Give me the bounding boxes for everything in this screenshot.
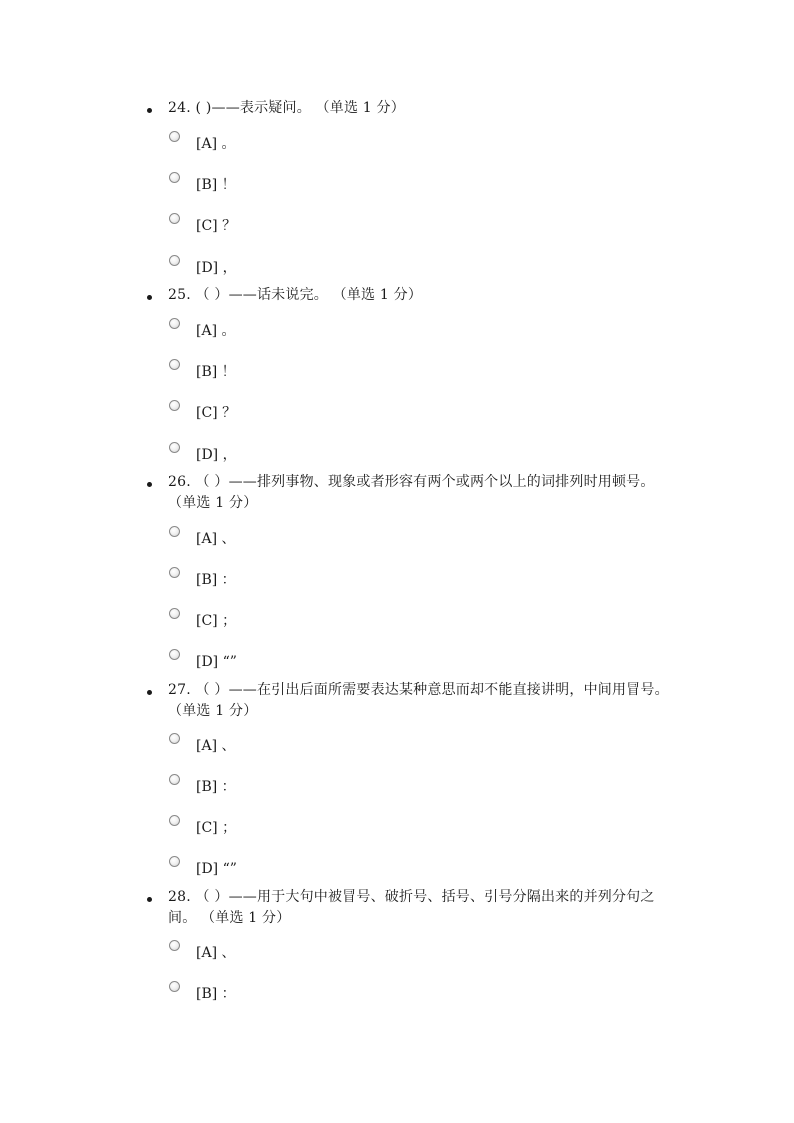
radio-button-icon[interactable]	[169, 255, 180, 266]
option-b[interactable]	[0, 172, 794, 192]
option-c[interactable]	[0, 400, 794, 420]
option-d[interactable]	[0, 255, 794, 275]
question-text: 26. （ ）——排列事物、现象或者形容有两个或两个以上的词排列时用顿号。 （单选 1 分）	[168, 474, 655, 511]
option-label: [B] ！	[196, 177, 236, 193]
radio-button-icon[interactable]	[169, 526, 180, 537]
question-text: 25. （ ）——话未说完。 （单选 1 分）	[168, 287, 423, 303]
option-label: [D] “”	[196, 861, 237, 877]
option-c[interactable]	[0, 213, 794, 233]
radio-button-icon[interactable]	[169, 940, 180, 951]
radio-button-icon[interactable]	[169, 359, 180, 370]
bullet-icon	[147, 690, 152, 695]
option-a[interactable]	[0, 526, 794, 546]
radio-button-icon[interactable]	[169, 981, 180, 992]
bullet-icon	[147, 482, 152, 487]
option-a[interactable]	[0, 131, 794, 151]
option-b[interactable]	[0, 359, 794, 379]
radio-button-icon[interactable]	[169, 442, 180, 453]
option-b[interactable]	[0, 567, 794, 587]
radio-button-icon[interactable]	[169, 815, 180, 826]
question-text: 27. （ ）——在引出后面所需要表达某种意思而却不能直接讲明，中间用冒号。 （单选 1 分）	[168, 682, 669, 719]
option-label: [B] ：	[196, 779, 236, 795]
option-label: [A] 。	[196, 323, 236, 339]
option-b[interactable]	[0, 774, 794, 794]
option-label: [A] 、	[196, 738, 236, 754]
option-label: [D] ，	[196, 260, 237, 276]
option-a[interactable]	[0, 318, 794, 338]
question-text: 24. ( )——表示疑问。 （单选 1 分）	[168, 100, 405, 116]
option-c[interactable]	[0, 815, 794, 835]
radio-button-icon[interactable]	[169, 856, 180, 867]
option-c[interactable]	[0, 608, 794, 628]
option-a[interactable]	[0, 940, 794, 960]
option-a[interactable]	[0, 733, 794, 753]
option-label: [D] “”	[196, 654, 237, 670]
option-d[interactable]	[0, 442, 794, 462]
question-text: 28. （ ）——用于大句中被冒号、破折号、括号、引号分隔出来的并列分句之间。 （单选 1 分）	[168, 889, 655, 926]
radio-button-icon[interactable]	[169, 774, 180, 785]
radio-button-icon[interactable]	[169, 131, 180, 142]
option-label: [B] ：	[196, 986, 236, 1002]
option-label: [C] ？	[196, 405, 237, 421]
option-label: [B] ：	[196, 572, 236, 588]
option-label: [B] ！	[196, 364, 236, 380]
option-b[interactable]	[0, 981, 794, 1001]
radio-button-icon[interactable]	[169, 567, 180, 578]
radio-button-icon[interactable]	[169, 608, 180, 619]
option-label: [C] ；	[196, 820, 237, 836]
radio-button-icon[interactable]	[169, 400, 180, 411]
option-label: [C] ？	[196, 218, 237, 234]
option-label: [A] 、	[196, 945, 236, 961]
radio-button-icon[interactable]	[169, 318, 180, 329]
bullet-icon	[147, 108, 152, 113]
option-label: [A] 、	[196, 531, 236, 547]
bullet-icon	[147, 295, 152, 300]
radio-button-icon[interactable]	[169, 649, 180, 660]
option-d[interactable]	[0, 649, 794, 669]
option-label: [C] ；	[196, 613, 237, 629]
option-label: [A] 。	[196, 136, 236, 152]
option-d[interactable]	[0, 856, 794, 876]
radio-button-icon[interactable]	[169, 172, 180, 183]
radio-button-icon[interactable]	[169, 733, 180, 744]
option-label: [D] ，	[196, 447, 237, 463]
bullet-icon	[147, 897, 152, 902]
radio-button-icon[interactable]	[169, 213, 180, 224]
